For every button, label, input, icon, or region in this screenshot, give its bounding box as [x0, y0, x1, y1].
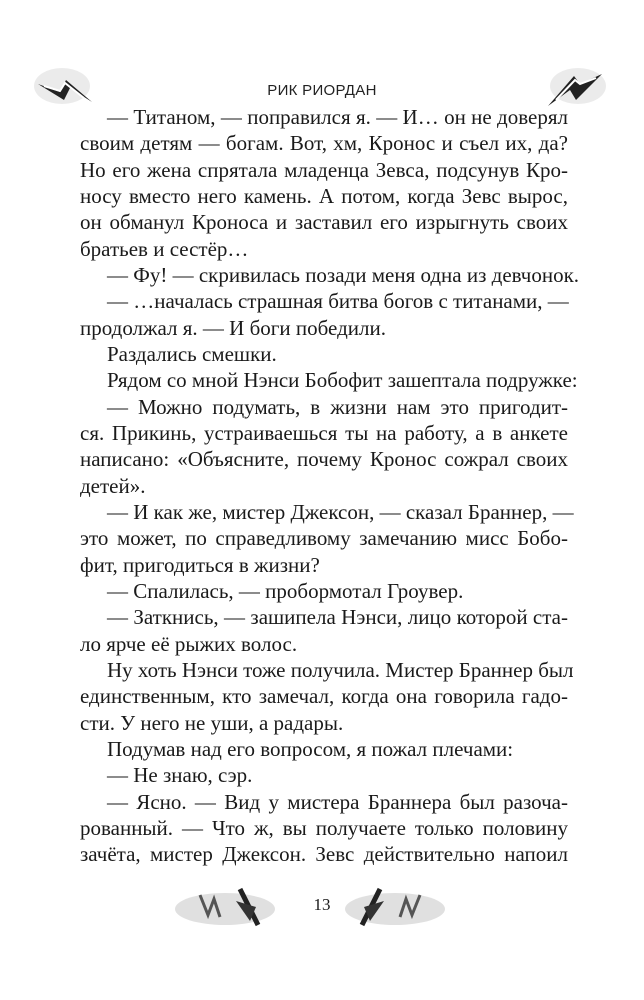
- text-line: сти. У него не уши, а радары.: [80, 710, 344, 735]
- text-line: это может, по справедливому замечанию мисс Бобо-: [80, 526, 568, 551]
- text-line: ся. Прикинь, устраиваешься ты на работу, а в анкете: [80, 420, 568, 445]
- text-line: — …началась страшная битва богов с титанами, —: [107, 289, 569, 314]
- text-line: Рядом со мной Нэнси Бобофит зашептала подружке:: [107, 368, 578, 393]
- text-line: ло ярче её рыжих волос.: [80, 631, 298, 656]
- text-line: — Можно подумать, в жизни нам это пригодит-: [107, 394, 568, 419]
- text-line: единственным, кто замечал, когда она говорила гадо-: [80, 684, 568, 709]
- text-line: — Заткнись, — зашипела Нэнси, лицо которой ста-: [107, 605, 568, 630]
- text-line: Ну хоть Нэнси тоже получила. Мистер Браннер был: [107, 657, 574, 682]
- text-line: — Спалилась, — пробормотал Гроувер.: [107, 578, 464, 603]
- text-line: Раздались смешки.: [107, 341, 277, 366]
- text-line: — Ясно. — Вид у мистера Браннера был разоча-: [107, 789, 568, 814]
- text-line: продолжал я. — И боги победили.: [80, 315, 386, 340]
- text-line: носу вместо него камень. А потом, когда Зевс вырос,: [80, 183, 568, 208]
- text-line: зачёта, мистер Джексон. Зевс действительно напоил: [80, 842, 568, 867]
- text-line: — Не знаю, сэр.: [107, 763, 253, 788]
- text-line: — Титаном, — поправился я. — И… он не доверял: [107, 105, 568, 129]
- text-line: написано: «Объясните, почему Кронос сожрал своих: [80, 447, 568, 472]
- text-line: — И как же, мистер Джексон, — сказал Браннер, —: [107, 499, 574, 524]
- text-line: фит, пригодиться в жизни?: [80, 552, 320, 577]
- text-line: своим детям — богам. Вот, хм, Кронос и съел их, да?: [80, 131, 568, 156]
- text-line: он обманул Кроноса и заставил его изрыгнуть своих: [80, 210, 568, 235]
- text-line: Но его жена спрятала младенца Зевса, подсунув Кро-: [80, 157, 568, 182]
- running-header-author: РИК РИОРДАН: [267, 82, 377, 99]
- text-line: братьев и сестёр…: [80, 236, 249, 261]
- page-number: 13: [313, 895, 331, 914]
- body-text: [80, 104, 580, 868]
- trident-ornament-bottom-right-icon: [345, 885, 450, 930]
- text-line: рованный. — Что ж, вы получаете только половину: [80, 815, 568, 840]
- text-line: — Фу! — скривилась позади меня одна из девчонок.: [107, 262, 580, 287]
- text-line: детей».: [80, 473, 146, 498]
- text-line: Подумав над его вопросом, я пожал плечами:: [107, 736, 514, 761]
